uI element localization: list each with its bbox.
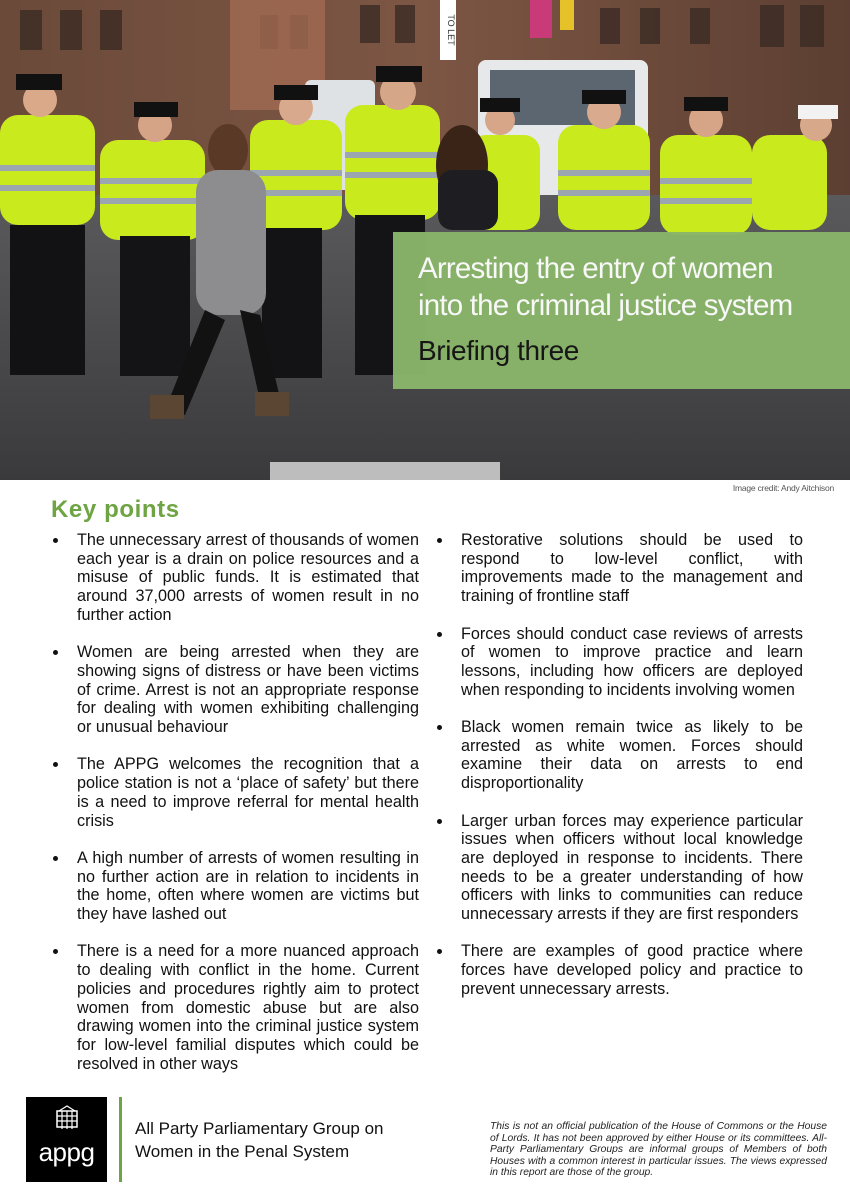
key-point-item: A high number of arrests of women resulting in no further action are in relation to incidents in the home, often where women are victims but they have lashed out — [48, 849, 419, 924]
org-line-2: Women in the Penal System — [135, 1142, 350, 1161]
key-points-left-column — [48, 531, 419, 1092]
key-point-item: There is a need for a more nuanced approach to dealing with conflict in the home. Current policies and procedures rightly aim to protect women from domestic abuse but are also drawing women into the criminal justice system for low-level familial disputes which could be resolved in other ways — [48, 942, 419, 1073]
organisation-name — [135, 1117, 384, 1163]
key-point-item: The unnecessary arrest of thousands of women each year is a drain on police resources and a misuse of public funds. It is estimated that around 37,000 arrests of women result in no further action — [48, 531, 419, 625]
hero-photo — [0, 0, 850, 480]
key-point-item: Women are being arrested when they are showing signs of distress or have been victims of crime. Arrest is not an appropriate response for dealing with women exhibiting challenging or unusual behaviour — [48, 643, 419, 737]
key-point-item: Restorative solutions should be used to respond to low-level conflict, with improvements made to the management and training of frontline staff — [432, 531, 803, 606]
portcullis-icon — [55, 1105, 79, 1131]
title-line-2: into the criminal justice system — [418, 289, 793, 322]
disclaimer-text: This is not an official publication of the House of Commons or the House of Lords. It has not been approved by either House or its committees. All-Party Parliamentary Groups are informal groups of Members of both Houses with a common interest in particular issues. The views expressed in this report are those of the group. — [490, 1121, 827, 1179]
key-points-right-column — [432, 531, 803, 1017]
title-line-1: Arresting the entry of women — [418, 252, 773, 285]
appg-logo — [26, 1097, 107, 1182]
footer-divider — [119, 1097, 122, 1182]
briefing-subtitle: Briefing three — [418, 335, 579, 366]
key-point-item: The APPG welcomes the recognition that a police station is not a ‘place of safety’ but there is a need to improve referral for mental health crisis — [48, 755, 419, 830]
key-point-item: Black women remain twice as likely to be arrested as white women. Forces should examine their data on arrests to end disproportionality — [432, 718, 803, 793]
to-let-sign: TO LET — [446, 14, 456, 46]
title-box — [393, 232, 850, 389]
key-point-item: Larger urban forces may experience particular issues when officers without local knowledge are deployed in response to incidents. There needs to be a greater understanding of how officers with links to communities can reduce unnecessary arrests if they are first responders — [432, 812, 803, 924]
key-points-heading: Key points — [51, 496, 180, 523]
key-point-item: Forces should conduct case reviews of arrests of women to improve practice and learn lessons, including how officers are deployed when responding to incidents involving women — [432, 625, 803, 700]
image-credit: Image credit: Andy Aitchison — [732, 483, 834, 493]
logo-text: appg — [38, 1137, 95, 1167]
org-line-1: All Party Parliamentary Group on — [135, 1119, 384, 1138]
key-point-item: There are examples of good practice where forces have developed policy and practice to prevent unnecessary arrests. — [432, 942, 803, 998]
